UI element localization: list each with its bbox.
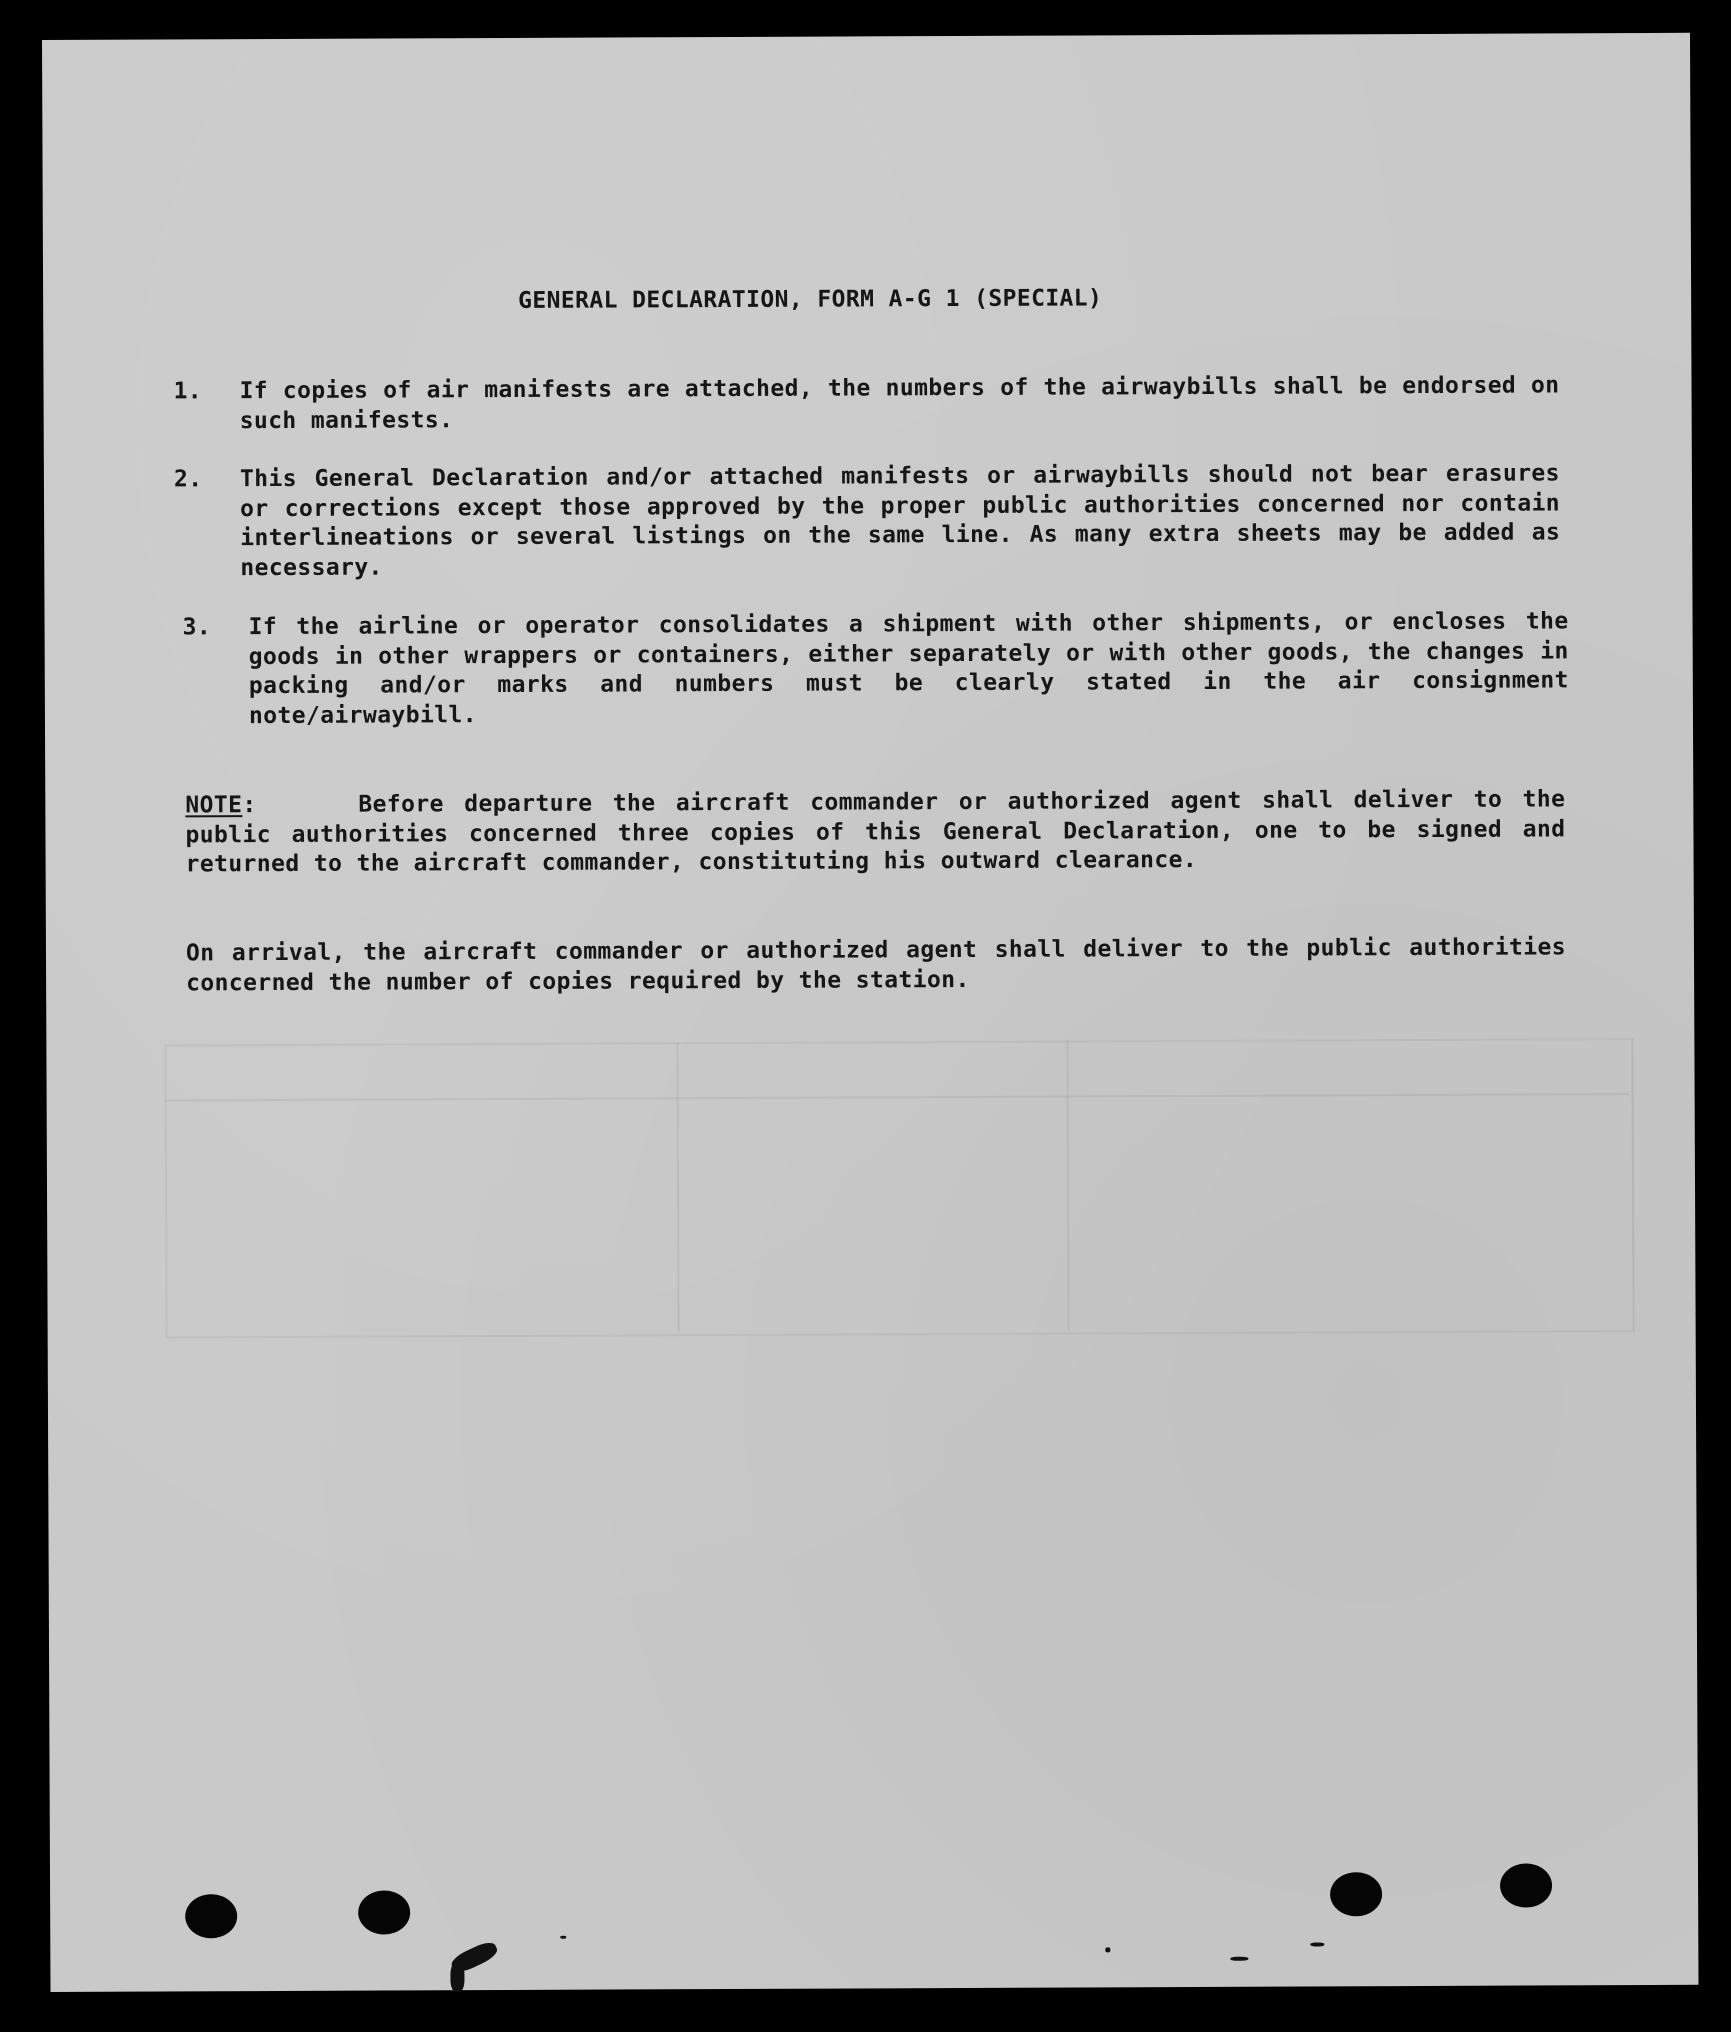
departure-note [185, 785, 1565, 880]
instruction-item [182, 607, 1573, 729]
paper-damage-mark [1105, 1947, 1110, 1952]
instruction-number: 1. [173, 378, 203, 405]
instruction-item [173, 459, 1564, 581]
paper-damage-mark [1310, 1942, 1324, 1946]
instruction-text: If copies of air manifests are attached, the numbers of the airwaybills shall be endorsed on such manifests. [239, 372, 1560, 434]
document-title: GENERAL DECLARATION, FORM A-G 1 (SPECIAL) [518, 285, 1103, 314]
paper-damage-mark [1230, 1957, 1248, 1961]
instruction-text: This General Declaration and/or attached manifests or airwaybills should not bear erasures or corrections except those approved by the proper public authorities concerned nor contain interlineations or several listings on the same line. As many extra sheets may be added as necessary. [239, 460, 1561, 581]
instruction-number: 3. [182, 614, 212, 641]
paper-damage-mark [450, 1962, 464, 1992]
punch-hole [185, 1894, 237, 1938]
instruction-number: 2. [173, 466, 203, 493]
instruction-text: If the airline or operator consolidates a shipment with other shipments, or encloses the goods in other wrappers or containers, either separately or with other goods, the changes in packing and/or marks and numbers must be clearly stated in the air consignment note/airwaybill. [248, 608, 1569, 729]
instruction-item [173, 371, 1563, 434]
punch-hole [1330, 1872, 1382, 1916]
bleed-through-form-outline [164, 1038, 1634, 1338]
paper-damage-mark [560, 1936, 566, 1939]
punch-hole [1500, 1863, 1552, 1907]
note-label: NOTE [185, 792, 243, 819]
note-colon: : [242, 792, 257, 819]
punch-hole [358, 1890, 410, 1934]
note-text: Before departure the aircraft commander or authorized agent shall deliver to the public authorities concerned three copies of this General Declaration, one to be signed and returned to the aircraft commander, constituting his outward clearance. [185, 786, 1566, 878]
document-page [42, 33, 1699, 1992]
arrival-paragraph: On arrival, the aircraft commander or authorized agent shall deliver to the public authorities concerned the number of copies required by the station. [185, 934, 1567, 996]
